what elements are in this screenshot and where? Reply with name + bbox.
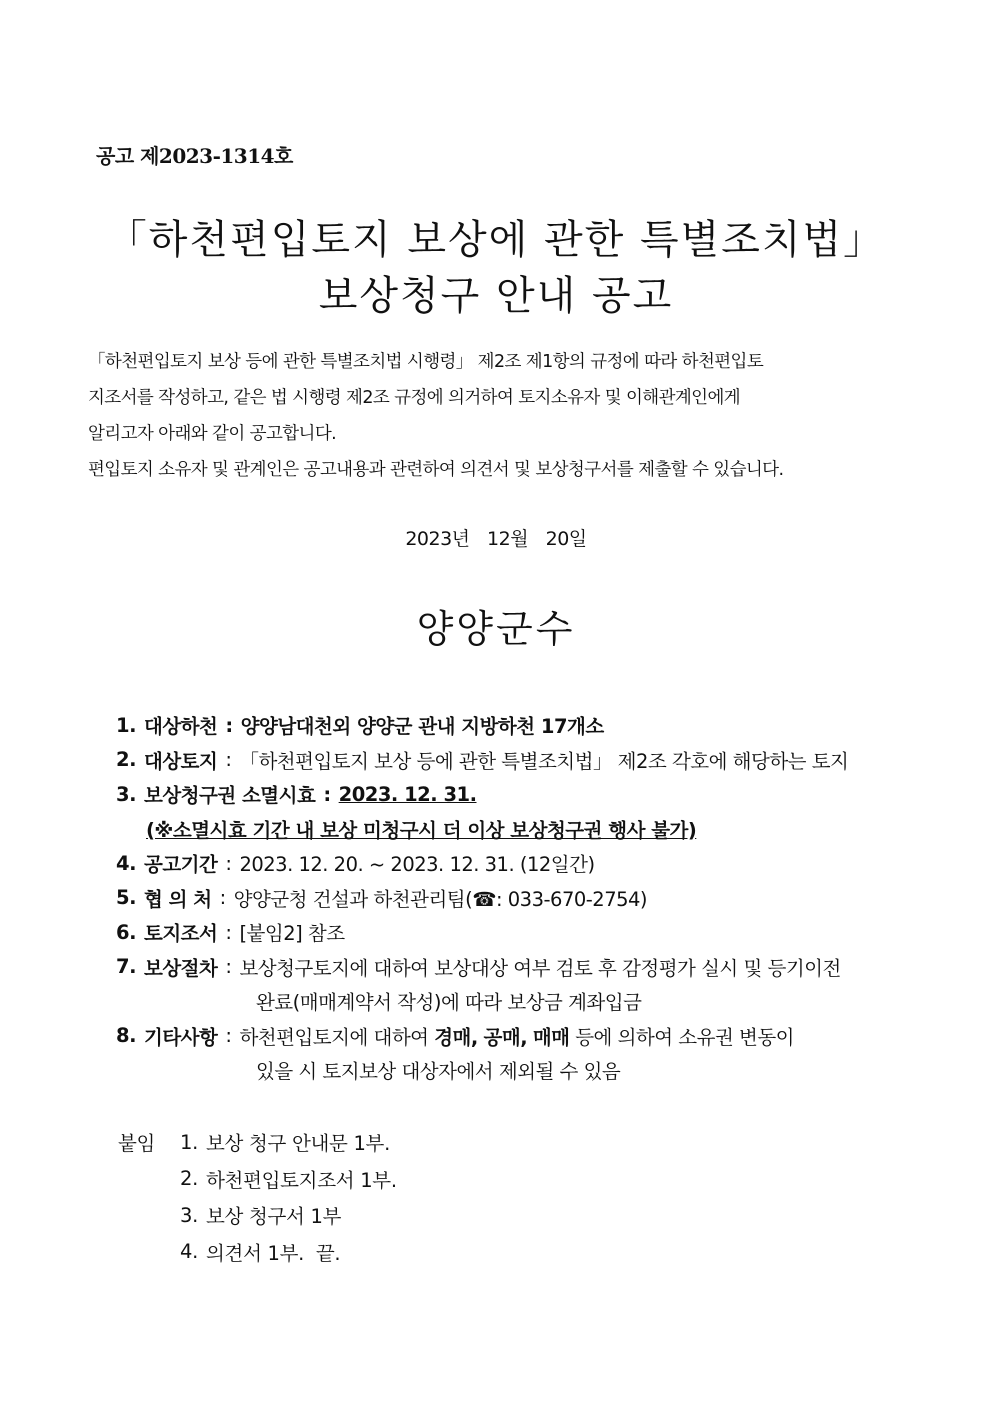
item-value-bold: 공매,	[483, 1025, 528, 1049]
item-value-bold: 매매	[532, 1025, 570, 1049]
item-colon: :	[219, 886, 226, 910]
item-row	[116, 708, 916, 743]
extinction-date: 2023. 12. 31.	[338, 782, 477, 806]
attachment-number: 1.	[180, 1130, 199, 1154]
item-label: 토지조서	[144, 922, 218, 946]
title-line-2: 보상청구 안내 공고	[318, 273, 674, 319]
attachments	[118, 1124, 718, 1270]
issuer: 양양군수	[416, 607, 576, 651]
item-row	[116, 881, 916, 916]
item-colon: :	[225, 748, 232, 772]
attachment-row	[118, 1161, 718, 1198]
intro-paragraph	[88, 344, 908, 488]
item-label: 공고기간	[144, 853, 218, 877]
item-row	[116, 1019, 916, 1054]
attachment-text: 보상 청구서 1부	[206, 1205, 342, 1229]
item-label: 보상청구권 소멸시효	[144, 784, 316, 808]
item-value-continuation: 완료(매매계약서 작성)에 따라 보상금 계좌입금	[256, 991, 642, 1015]
intro-line: 지조서를 작성하고, 같은 법 시행령 제2조 규정에 의거하여 토지소유자 및 이해관계인에게	[88, 388, 741, 408]
item-value-pre: 하천편입토지에 대하여	[239, 1025, 429, 1049]
item-value: 양양남대천외 양양군 관내 지방하천 17개소	[240, 715, 604, 739]
attachment-number: 4.	[180, 1240, 199, 1264]
item-value: 2023. 12. 20. ~ 2023. 12. 31. (12일간)	[239, 853, 595, 877]
item-colon: :	[225, 713, 233, 737]
notice-number: 공고 제2023-1314호	[96, 144, 293, 168]
item-number: 1.	[116, 713, 136, 737]
title-line-1: 「하천편입토지 보상에 관한 특별조치법」	[106, 217, 886, 263]
item-value: [붙임2] 참조	[239, 922, 345, 946]
item-value-continuation: 있을 시 토지보상 대상자에서 제외될 수 있음	[256, 1060, 621, 1084]
item-number: 5.	[116, 886, 136, 910]
item-colon: :	[225, 920, 232, 944]
notice-items	[116, 708, 916, 1088]
notice-date: 2023년 12월 20일	[405, 528, 587, 550]
item-row	[116, 777, 916, 812]
item-number: 4.	[116, 851, 136, 875]
item-colon: :	[225, 955, 232, 979]
item-label: 협 의 처	[144, 887, 212, 911]
item-number: 6.	[116, 920, 136, 944]
item-value	[239, 1022, 794, 1050]
intro-line: 편입토지 소유자 및 관계인은 공고내용과 관련하여 의견서 및 보상청구서를 제출할 수 있습니다.	[88, 460, 784, 480]
item-label: 기타사항	[144, 1025, 218, 1049]
extinction-note: (※소멸시효 기간 내 보상 미청구시 더 이상 보상청구권 행사 불가)	[146, 818, 697, 842]
item-number: 8.	[116, 1024, 136, 1048]
item-label: 대상하천	[144, 715, 218, 739]
item-colon: :	[225, 1024, 232, 1048]
attachment-text: 의견서 1부. 끝.	[206, 1241, 341, 1265]
item-value: 양양군청 건설과 하천관리팀(☎: 033-670-2754)	[233, 887, 648, 911]
intro-line: 알리고자 아래와 같이 공고합니다.	[88, 424, 337, 444]
item-row-note	[116, 812, 916, 847]
attachment-number: 2.	[180, 1167, 199, 1191]
item-value-post: 등에 의하여 소유권 변동이	[575, 1025, 795, 1049]
item-row-continuation	[116, 1053, 916, 1088]
item-label: 보상절차	[144, 956, 218, 980]
item-value: 「하천편입토지 보상 등에 관한 특별조치법」 제2조 각호에 해당하는 토지	[239, 749, 849, 773]
item-row	[116, 846, 916, 881]
item-row	[116, 950, 916, 985]
item-row-continuation	[116, 984, 916, 1019]
attachment-row	[118, 1197, 718, 1234]
item-row	[116, 915, 916, 950]
item-value: 보상청구토지에 대하여 보상대상 여부 검토 후 감정평가 실시 및 등기이전	[239, 956, 841, 980]
attachment-row	[118, 1124, 718, 1161]
item-colon: :	[225, 851, 232, 875]
item-colon: :	[323, 782, 331, 806]
item-number: 7.	[116, 955, 136, 979]
item-label: 대상토지	[144, 749, 218, 773]
attachment-text: 하천편입토지조서 1부.	[206, 1168, 397, 1192]
item-number: 3.	[116, 782, 136, 806]
attachments-label: 붙임	[118, 1132, 156, 1156]
intro-line: 「하천편입토지 보상 등에 관한 특별조치법 시행령」 제2조 제1항의 규정에 따라 하천편입토	[88, 352, 764, 372]
item-value-bold: 경매,	[434, 1025, 478, 1049]
attachment-row	[118, 1234, 718, 1271]
attachment-number: 3.	[180, 1203, 199, 1227]
item-row	[116, 743, 916, 778]
item-number: 2.	[116, 748, 136, 772]
attachment-text: 보상 청구 안내문 1부.	[206, 1132, 390, 1156]
